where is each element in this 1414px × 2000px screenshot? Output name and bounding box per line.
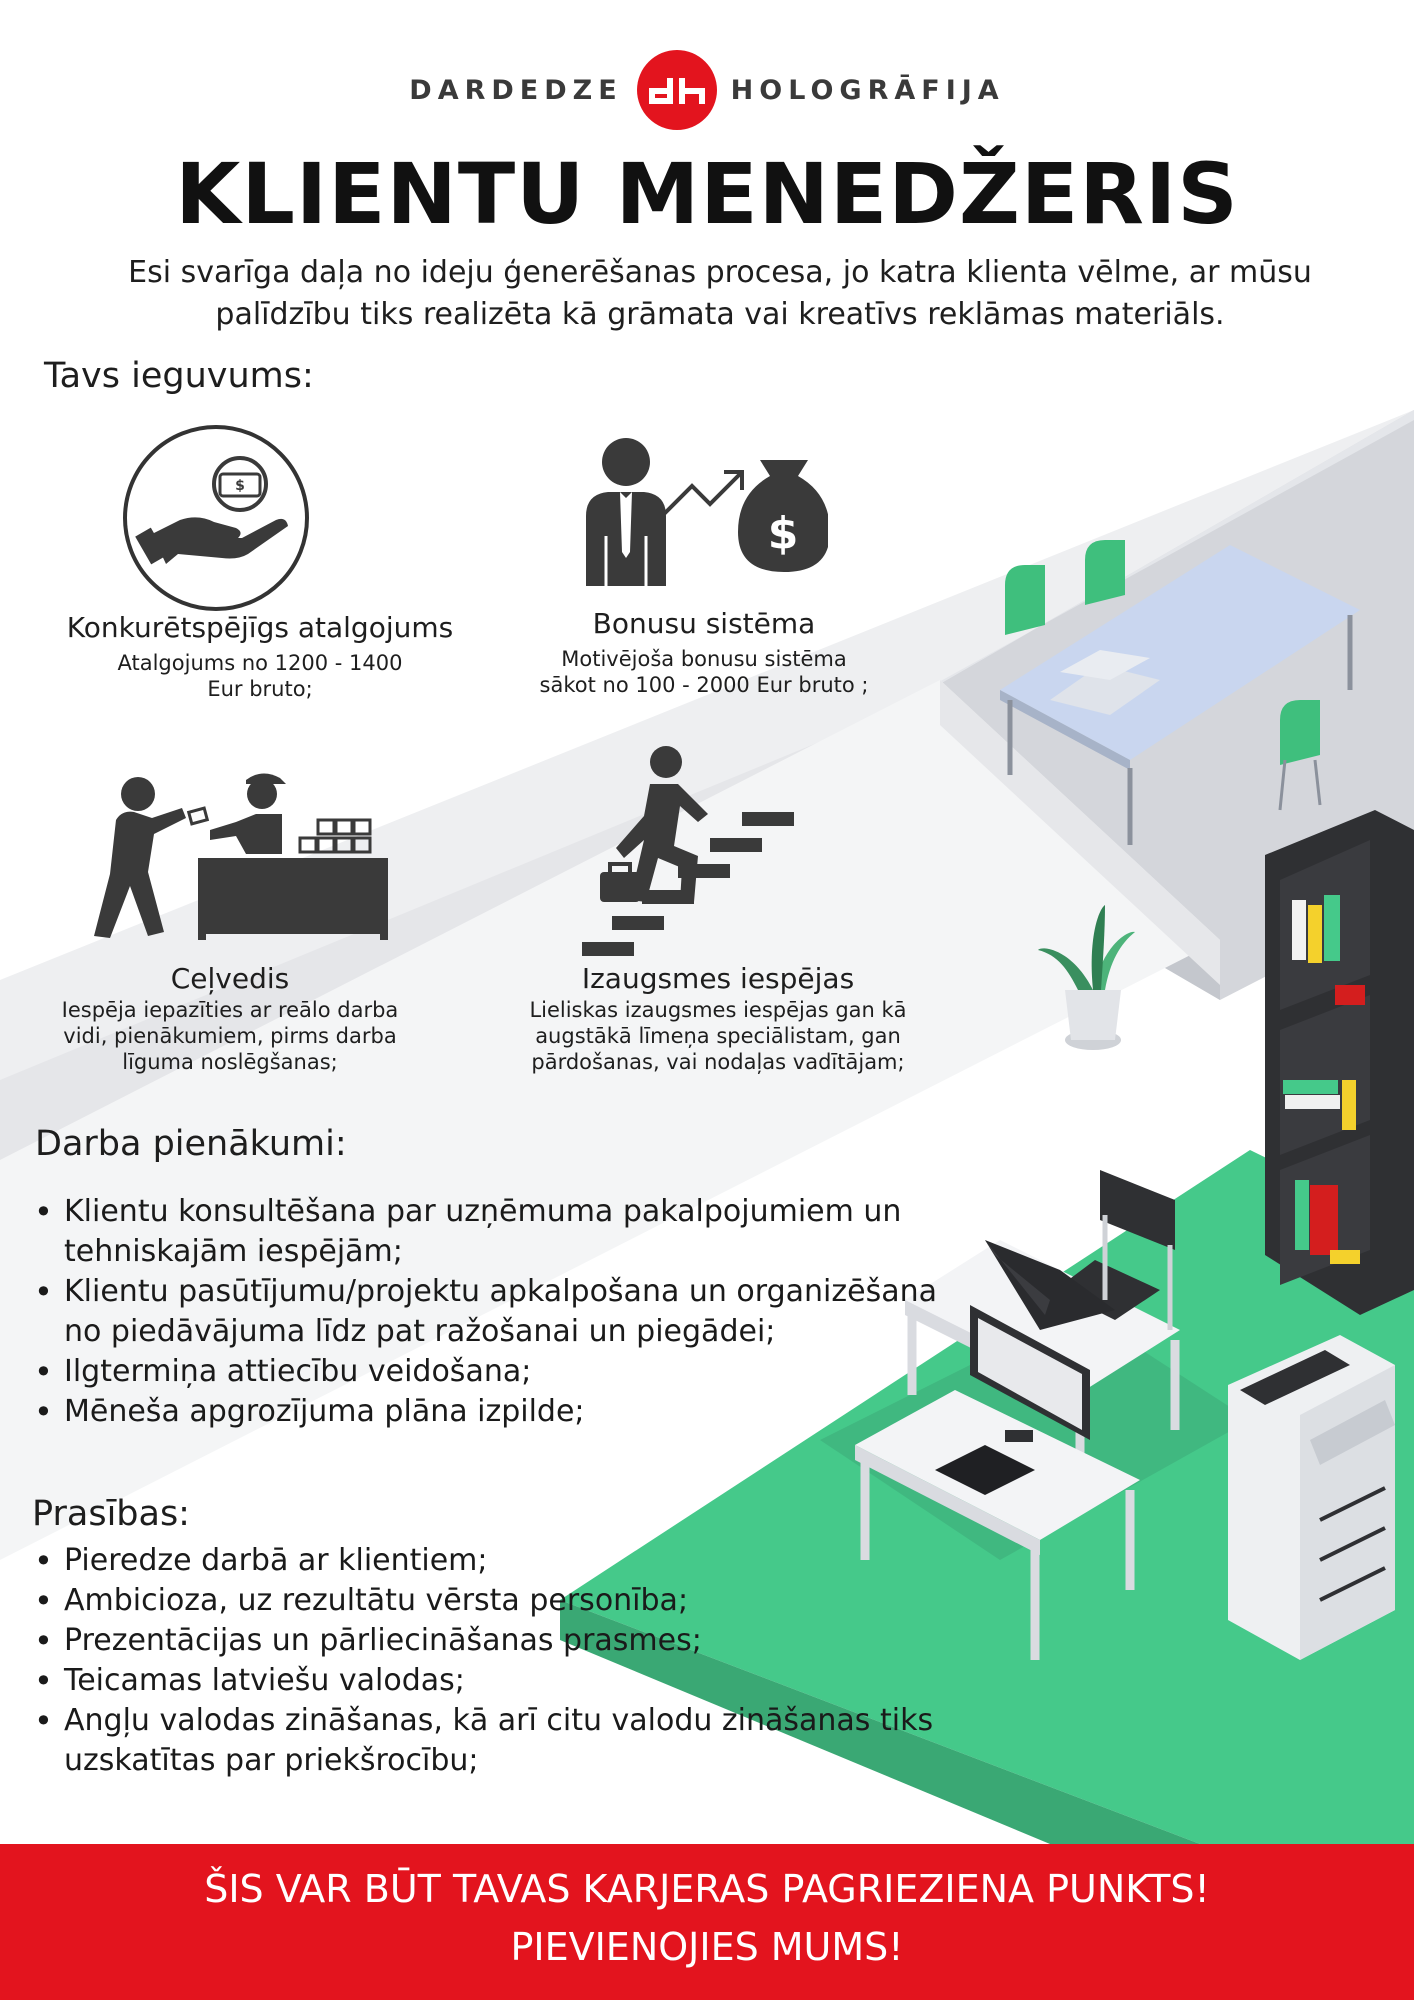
list-item: • Mēneša apgrozījuma plāna izpilde; — [64, 1392, 984, 1432]
benefit-desc-line: Motivējoša bonusu sistēma — [561, 647, 847, 671]
footer-line: PIEVIENOJIES MUMS! — [510, 1925, 904, 1969]
benefit-title: Konkurētspējīgs atalgojums — [66, 611, 454, 644]
brand-name-right: HOLOGRĀFIJA — [730, 74, 1005, 106]
svg-text:$: $ — [235, 478, 245, 494]
list-item: • Klientu pasūtījumu/projektu apkalpošana un organizēšana no piedāvājuma līdz pat ražošanai un piegādei; — [64, 1272, 944, 1352]
bookshelf — [1265, 810, 1414, 1315]
benefit-desc-line: Lieliskas izaugsmes iespējas gan kā — [529, 998, 907, 1022]
benefit-desc-line: Atalgojums no 1200 - 1400 — [117, 651, 403, 675]
svg-text:$: $ — [767, 508, 799, 559]
benefit-desc-line: sākot no 100 - 2000 Eur bruto ; — [539, 673, 869, 697]
benefit-desc-line: Eur bruto; — [207, 677, 313, 701]
dh-logo-icon — [637, 50, 717, 130]
list-item: • Ilgtermiņa attiecību veidošana; — [64, 1352, 984, 1392]
benefit-guide — [40, 961, 420, 1075]
benefit-desc-line: Iespēja iepazīties ar reālo darba — [61, 998, 399, 1022]
benefits-heading: Tavs ieguvums: — [44, 356, 314, 396]
list-item: • Pieredze darbā ar klientiem; — [64, 1541, 1044, 1581]
benefit-desc-line: pārdošanas, vai nodaļas vadītājam; — [531, 1050, 905, 1074]
footer-banner — [0, 1844, 1414, 2000]
career-stairs-icon — [580, 744, 796, 960]
benefit-bonus — [494, 606, 914, 698]
duties-list — [30, 1192, 984, 1432]
footer-line: ŠIS VAR BŪT TAVAS KARJERAS PAGRIEZIENA PUNKTS! — [204, 1867, 1210, 1911]
benefit-title: Ceļvedis — [170, 962, 290, 995]
benefit-desc-line: līguma noslēgšanas; — [122, 1050, 338, 1074]
duties-heading: Darba pienākumi: — [35, 1124, 347, 1164]
benefit-title: Izaugsmes iespējas — [581, 962, 855, 995]
benefit-growth — [500, 961, 936, 1075]
benefit-desc-line: vidi, pienākumiem, pirms darba — [63, 1024, 397, 1048]
person-growth-moneybag-icon — [580, 436, 828, 588]
customer-service-icon — [86, 764, 392, 940]
requirements-list — [30, 1541, 1044, 1781]
list-item: • Teicamas latviešu valodas; — [64, 1661, 1044, 1701]
copier-machine — [1228, 1335, 1395, 1660]
benefit-desc-line: augstākā līmeņa speciālistam, gan — [535, 1024, 901, 1048]
page-title: KLIENTU MENEDŽERIS — [175, 145, 1239, 243]
benefit-title: Bonusu sistēma — [592, 607, 816, 640]
brand-logo — [0, 48, 1414, 132]
requirements-heading: Prasības: — [32, 1494, 190, 1534]
list-item: • Ambicioza, uz rezultātu vērsta personība; — [64, 1581, 1044, 1621]
intro-text: Esi svarīga daļa no ideju ģenerēšanas procesa, jo katra klienta vēlme, ar mūsu palīdzību tiks realizēta kā grāmata vai kreatīvs reklāmas materiāls. — [128, 255, 1312, 332]
list-item: • Angļu valodas zināšanas, kā arī citu valodu zināšanas tiks uzskatītas par priekšrocību; — [64, 1701, 1014, 1781]
list-item: • Prezentācijas un pārliecināšanas prasmes; — [64, 1621, 1044, 1661]
hand-money-icon — [122, 424, 310, 612]
benefit-salary — [40, 610, 480, 702]
brand-name-left: DARDEDZE — [409, 74, 623, 106]
list-item: • Klientu konsultēšana par uzņēmuma pakalpojumiem un tehniskajām iespējām; — [64, 1192, 964, 1272]
